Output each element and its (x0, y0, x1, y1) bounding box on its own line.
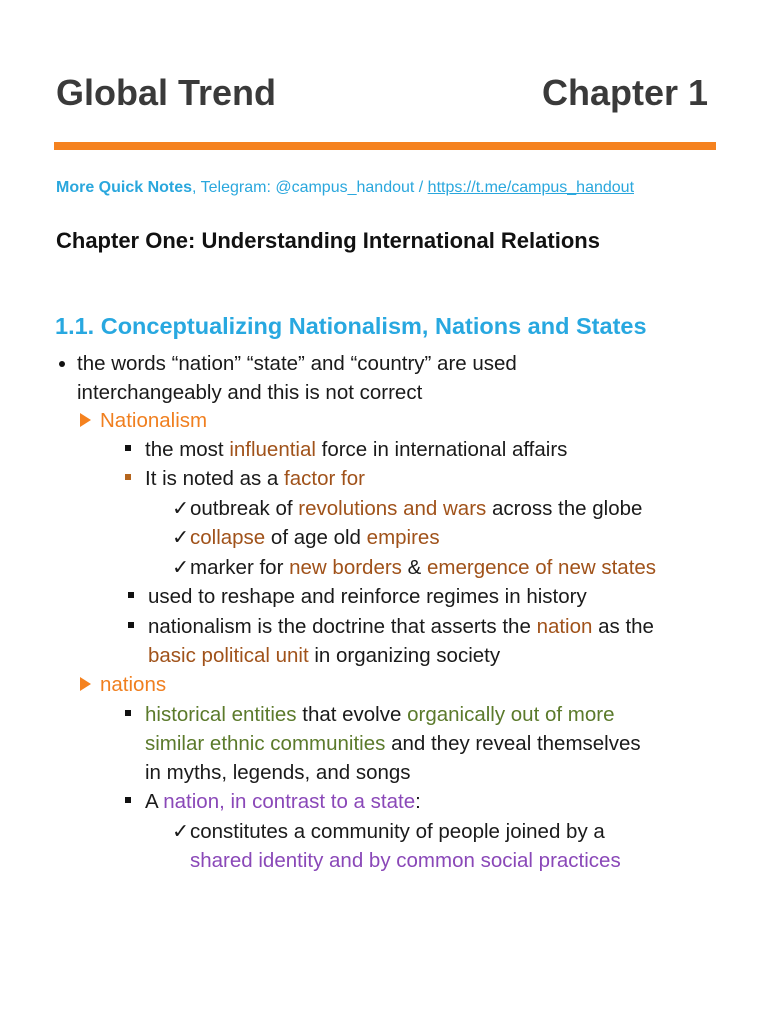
page-header (56, 72, 708, 116)
square-bullet-icon (128, 592, 134, 598)
telegram-text: , Telegram: @campus_handout / (192, 179, 428, 196)
document-title: Global Trend (56, 72, 277, 113)
nationalism-heading: Nationalism (100, 409, 208, 432)
nations-check-line-2: shared identity and by common social practices (190, 849, 621, 872)
nations-item-2: A nation, in contrast to a state: (145, 790, 421, 813)
intro-line-2: interchangeably and this is not correct (77, 381, 423, 404)
arrow-right-icon (80, 413, 91, 427)
square-bullet-icon (128, 622, 134, 628)
square-bullet-icon (125, 445, 131, 451)
section-title: 1.1. Conceptualizing Nationalism, Nations and States (55, 313, 647, 339)
nationalism-item-4-line-2: basic political unit in organizing society (148, 644, 501, 667)
square-bullet-icon (125, 710, 131, 716)
quick-notes-label: More Quick Notes (56, 179, 193, 196)
nationalism-item-4-line-1: nationalism is the doctrine that asserts the nation as the (148, 615, 654, 638)
check-item-empires: collapse of age old empires (190, 526, 440, 549)
nations-heading: nations (100, 673, 167, 696)
quick-notes-line (56, 179, 634, 197)
check-item-borders: marker for new borders & emergence of new states (190, 556, 657, 579)
chapter-title: Chapter One: Understanding International Relations (56, 228, 600, 253)
check-mark-icon: ✓ (172, 556, 190, 579)
telegram-link[interactable]: https://t.me/campus_handout (427, 179, 635, 196)
nations-item-1-line-1: historical entities that evolve organically out of more (145, 703, 615, 726)
chapter-label: Chapter 1 (541, 72, 708, 113)
check-mark-icon: ✓ (172, 526, 190, 549)
dot-bullet-icon (59, 361, 65, 367)
check-mark-icon: ✓ (172, 497, 190, 520)
nationalism-item-1: the most influential force in international affairs (145, 438, 568, 461)
check-mark-icon: ✓ (172, 820, 190, 843)
nations-item-1-line-2: similar ethnic communities and they reveal themselves (145, 732, 641, 755)
nations-item-1-line-3: in myths, legends, and songs (145, 761, 411, 784)
intro-line-1: the words “nation” “state” and “country” are used (77, 352, 517, 375)
check-item-revolutions: outbreak of revolutions and wars across the globe (190, 497, 643, 520)
nations-check-line-1: constitutes a community of people joined by a (190, 820, 605, 843)
square-bullet-icon (125, 797, 131, 803)
header-rule (54, 142, 716, 150)
nationalism-item-3: used to reshape and reinforce regimes in history (148, 585, 587, 608)
square-bullet-icon (125, 474, 131, 480)
nationalism-item-2: It is noted as a factor for (145, 467, 365, 490)
arrow-right-icon (80, 677, 91, 691)
